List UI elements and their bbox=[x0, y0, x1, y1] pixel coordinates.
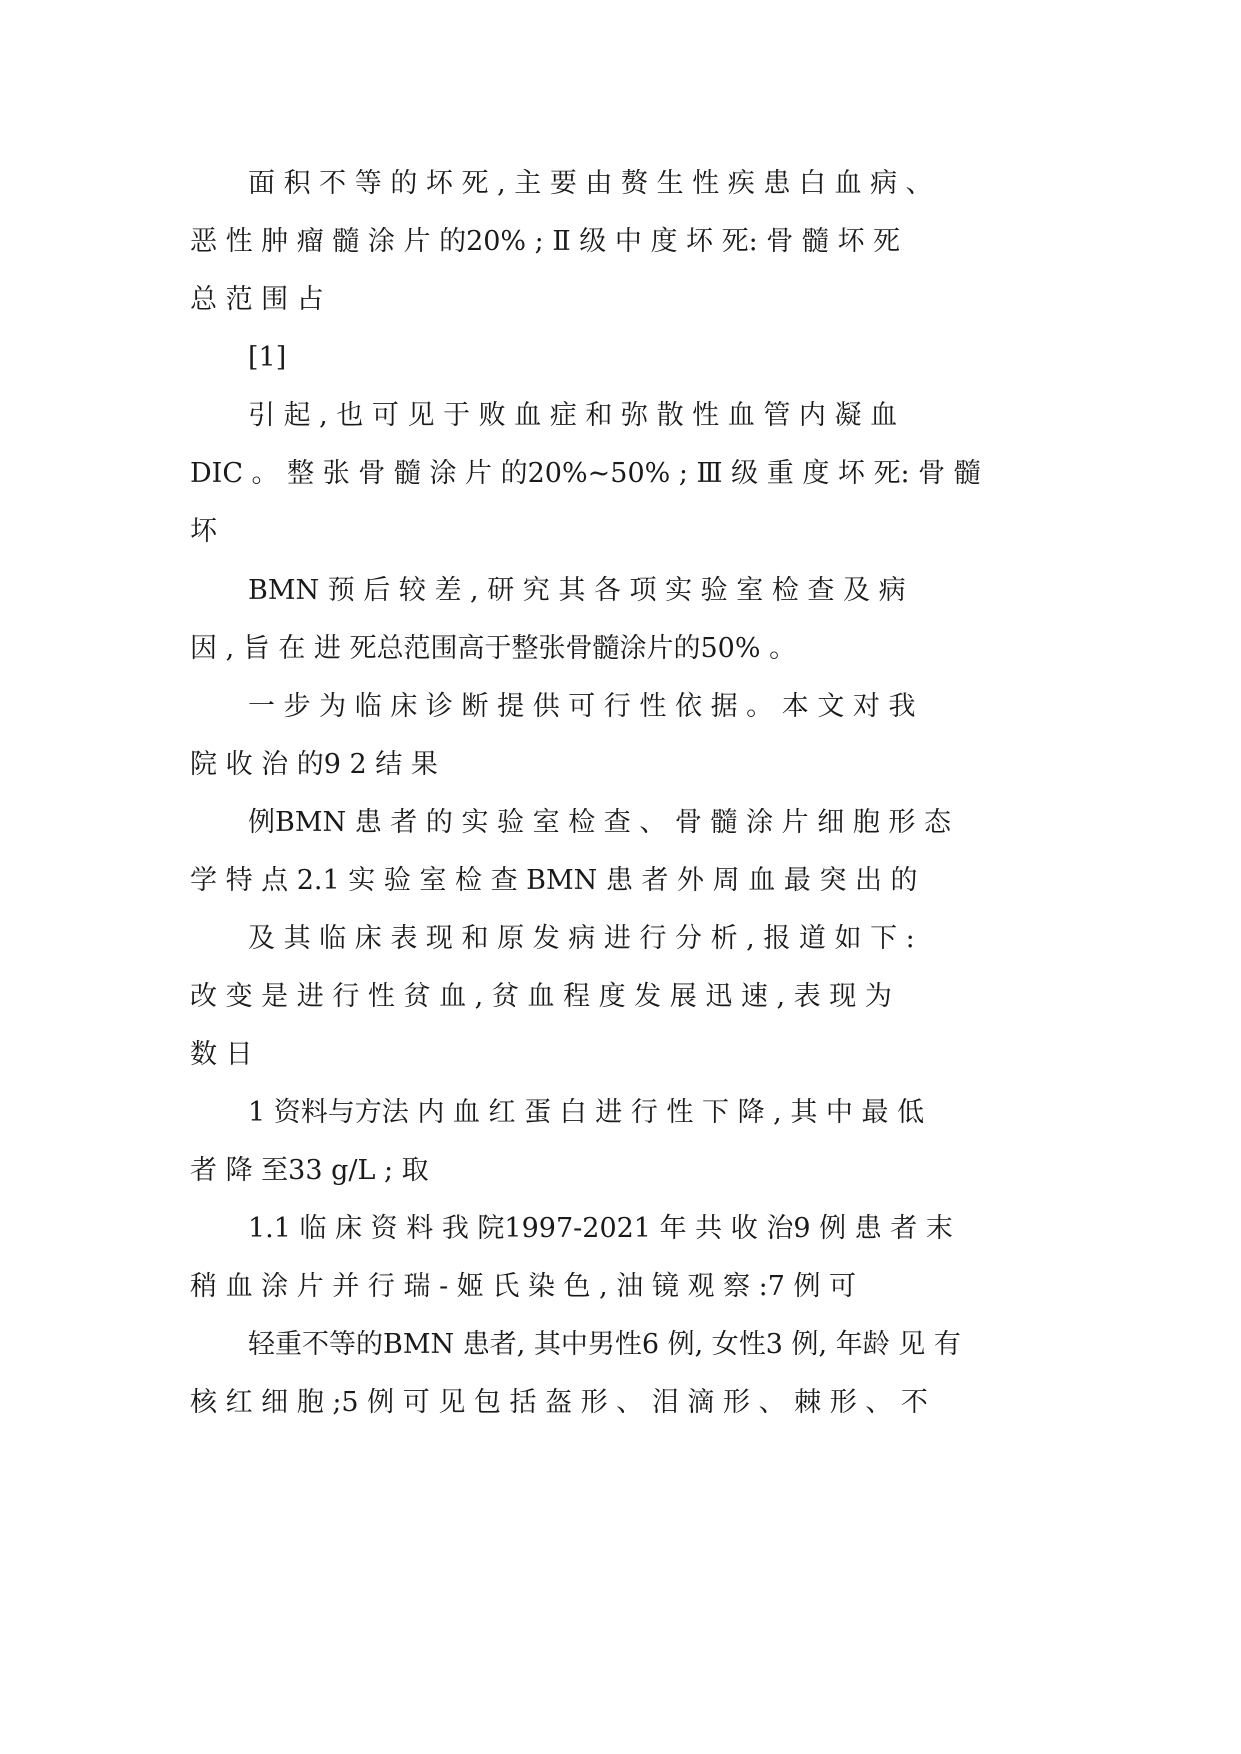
text-line: 核 红 细 胞 ;5 例 可 见 包 括 盔 形 、 泪 滴 形 、 棘 形 、 不 bbox=[190, 1387, 928, 1418]
text-line: 1.1 临 床 资 料 我 院1997-2021 年 共 收 治9 例 患 者 末 bbox=[248, 1213, 953, 1244]
text-line: 院 收 治 的9 2 结 果 bbox=[190, 749, 438, 780]
text-line: DIC 。 整 张 骨 髓 涂 片 的20%~50% ; Ⅲ 级 重 度 坏 死: 骨 髓 bbox=[190, 458, 981, 489]
text-line: 数 日 bbox=[190, 1039, 253, 1070]
text-line: 稍 血 涂 片 并 行 瑞 - 姬 氏 染 色 , 油 镜 观 察 :7 例 可 bbox=[190, 1271, 857, 1302]
text-line: 改 变 是 进 行 性 贫 血 , 贫 血 程 度 发 展 迅 速 , 表 现 为 bbox=[190, 981, 892, 1012]
text-line: 例BMN 患 者 的 实 验 室 检 查 、 骨 髓 涂 片 细 胞 形 态 bbox=[248, 807, 952, 838]
text-line: 学 特 点 2.1 实 验 室 检 查 BMN 患 者 外 周 血 最 突 出 的 bbox=[190, 865, 918, 896]
reference-marker: [1] bbox=[248, 342, 287, 373]
text-line: 总 范 围 占 bbox=[190, 284, 324, 315]
text-line: 及 其 临 床 表 现 和 原 发 病 进 行 分 析 , 报 道 如 下 : bbox=[248, 923, 915, 954]
text-line: 因 , 旨 在 进 死总范围高于整张骨髓涂片的50% 。 bbox=[190, 633, 797, 664]
text-line: 一 步 为 临 床 诊 断 提 供 可 行 性 依 据 。 本 文 对 我 bbox=[248, 691, 916, 722]
text-line: 恶 性 肿 瘤 髓 涂 片 的20% ; Ⅱ 级 中 度 坏 死: 骨 髓 坏 死 bbox=[190, 226, 901, 257]
text-line: 坏 bbox=[190, 516, 217, 547]
text-line: 面 积 不 等 的 坏 死 , 主 要 由 赘 生 性 疾 患 白 血 病 、 bbox=[248, 168, 933, 199]
text-line: 1 资料与方法 内 血 红 蛋 白 进 行 性 下 降 , 其 中 最 低 bbox=[248, 1097, 925, 1128]
text-line: 者 降 至33 g/L ; 取 bbox=[190, 1155, 429, 1186]
text-line: 轻重不等的BMN 患者, 其中男性6 例, 女性3 例, 年龄 见 有 bbox=[248, 1329, 961, 1360]
text-line: BMN 预 后 较 差 , 研 究 其 各 项 实 验 室 检 查 及 病 bbox=[248, 575, 906, 606]
text-line: 引 起 , 也 可 见 于 败 血 症 和 弥 散 性 血 管 内 凝 血 bbox=[248, 400, 898, 431]
